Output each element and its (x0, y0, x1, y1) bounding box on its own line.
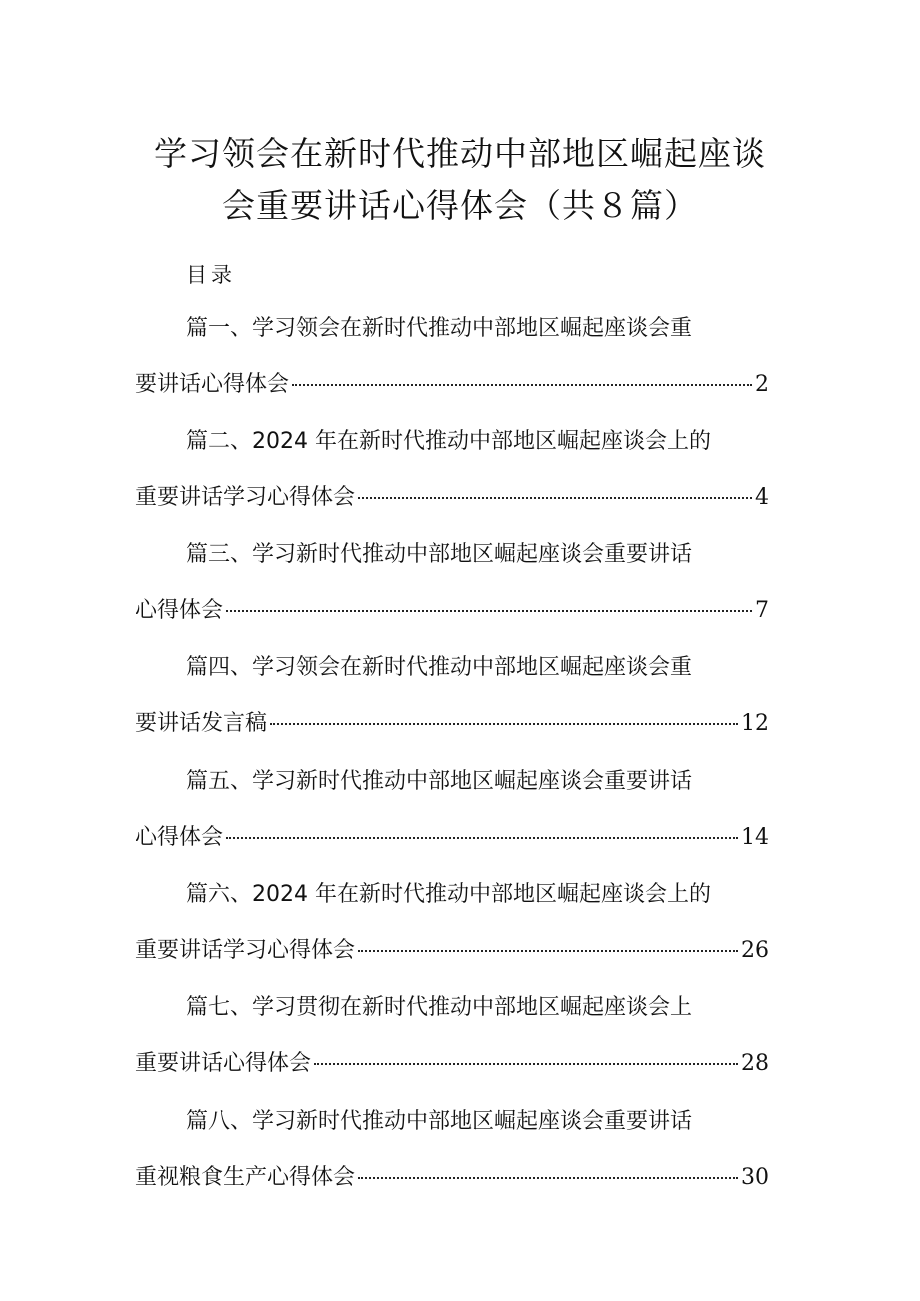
toc-entry-title-continuation: 要讲话发言稿 (135, 711, 268, 736)
toc-entry-title: 篇六、2024 年在新时代推动中部地区崛起座谈会上的 (186, 882, 711, 907)
toc-page-number: 14 (741, 825, 769, 850)
dot-leader (358, 1177, 738, 1179)
toc-entry-title: 篇四、学习领会在新时代推动中部地区崛起座谈会重 (186, 655, 693, 680)
toc-entry-continuation-row (135, 482, 769, 514)
dot-leader (270, 723, 738, 725)
toc-entry-1[interactable] (0, 313, 920, 427)
dot-leader (358, 497, 752, 499)
toc-entry-title: 篇一、学习领会在新时代推动中部地区崛起座谈会重 (186, 316, 693, 341)
toc-entry-continuation-row (135, 1162, 769, 1194)
toc-entry-title-continuation: 心得体会 (135, 825, 224, 850)
toc-entry-continuation-row (135, 935, 769, 967)
toc-entry-title-continuation: 重要讲话学习心得体会 (135, 485, 356, 510)
dot-leader (358, 950, 738, 952)
dot-leader (292, 384, 752, 386)
dot-leader (226, 610, 752, 612)
toc-entry-title: 篇三、学习新时代推动中部地区崛起座谈会重要讲话 (186, 542, 693, 567)
toc-entry-6[interactable] (0, 879, 920, 993)
toc-entry-title-continuation: 要讲话心得体会 (135, 372, 290, 397)
toc-entry-continuation-row (135, 1048, 769, 1080)
toc-page-number: 7 (755, 598, 769, 623)
toc-entry-2[interactable] (0, 426, 920, 540)
toc-entry-4[interactable] (0, 652, 920, 766)
toc-entry-8[interactable] (0, 1106, 920, 1220)
toc-entry-continuation-row (135, 708, 769, 740)
toc-entry-title: 篇五、学习新时代推动中部地区崛起座谈会重要讲话 (186, 769, 693, 794)
toc-entry-5[interactable] (0, 766, 920, 880)
toc-entry-title-continuation: 重要讲话学习心得体会 (135, 938, 356, 963)
toc-entry-continuation-row (135, 822, 769, 854)
toc-page-number: 30 (741, 1165, 769, 1190)
toc-entry-title-continuation: 心得体会 (135, 598, 224, 623)
toc-entry-title-continuation: 重视粮食生产心得体会 (135, 1165, 356, 1190)
dot-leader (314, 1063, 738, 1065)
toc-entry-title-continuation: 重要讲话心得体会 (135, 1051, 312, 1076)
toc-entry-continuation-row (135, 595, 769, 627)
toc-entry-title: 篇二、2024 年在新时代推动中部地区崛起座谈会上的 (186, 429, 711, 454)
toc-heading: 目录 (186, 263, 236, 287)
toc-entry-title: 篇七、学习贯彻在新时代推动中部地区崛起座谈会上 (186, 995, 693, 1020)
toc-page-number: 12 (741, 711, 769, 736)
toc-entry-continuation-row (135, 369, 769, 401)
toc-entry-7[interactable] (0, 992, 920, 1106)
toc-page-number: 2 (755, 372, 769, 397)
toc-page-number: 4 (755, 485, 769, 510)
toc-page-number: 28 (741, 1051, 769, 1076)
toc-entry-3[interactable] (0, 539, 920, 653)
dot-leader (226, 837, 738, 839)
document-title-line-1: 学习领会在新时代推动中部地区崛起座谈 (154, 134, 766, 173)
document-title-line-2: 会重要讲话心得体会（共８篇） (222, 186, 698, 225)
toc-page-number: 26 (741, 938, 769, 963)
toc-entry-title: 篇八、学习新时代推动中部地区崛起座谈会重要讲话 (186, 1109, 693, 1134)
